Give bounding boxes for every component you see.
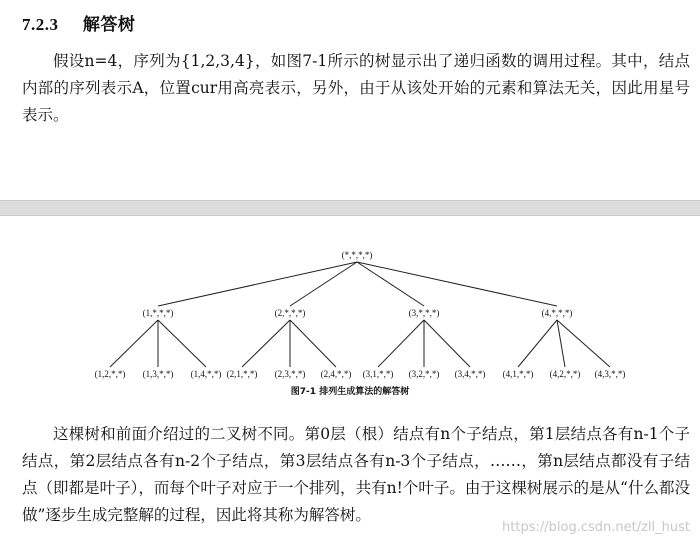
tree-edge [158,262,357,306]
tree-node-leaf: (1,2,*,*) [94,369,126,379]
tree-node-level1: (1,*,*,*) [142,308,174,318]
tree-node-leaf: (3,2,*,*) [408,369,440,379]
tree-node-leaf: (2,3,*,*) [274,369,306,379]
tree-edge [357,262,557,306]
tree-edges [110,262,610,367]
tree-edge [158,320,206,367]
tree-edge [557,320,565,367]
tree-edge [290,320,336,367]
solution-tree-diagram [0,236,700,406]
explanation-paragraph: 这棵树和前面介绍过的二叉树不同。第0层（根）结点有n个子结点，第1层结点各有n-1个子结点，第2层结点各有n-2个子结点，第3层结点各有n-3个子结点，……，第n层结点都没有子结点（即都是叶子），而每个叶子对应于一个排列，共有n!个叶子。由于这棵树展示的是从“什么都没做”逐步生成完整解的过程，因此将其称为解答树。 [22,425,690,524]
tree-node-leaf: (4,1,*,*) [502,369,534,379]
tree-labels [95,250,626,379]
tree-edge [110,320,158,367]
watermark: https://blog.csdn.net/zll_hust [502,520,690,535]
tree-edge [518,320,557,367]
section-number: 7.2.3 [22,15,59,34]
tree-node-leaf: (1,4,*,*) [190,369,222,379]
tree-node-leaf: (3,1,*,*) [362,369,394,379]
tree-edge [557,320,610,367]
tree-node-leaf: (2,4,*,*) [320,369,352,379]
tree-node-leaf: (4,3,*,*) [594,369,626,379]
tree-edge [424,320,470,367]
tree-node-leaf: (4,2,*,*) [549,369,581,379]
figure-caption: 图7-1 排列生成算法的解答树 [290,387,410,397]
tree-edge [242,320,290,367]
tree-edge [378,320,424,367]
section-title-text: 解答树 [82,15,136,35]
tree-node-leaf: (3,4,*,*) [454,369,486,379]
tree-node-level1: (3,*,*,*) [408,308,440,318]
tree-node-level1: (4,*,*,*) [541,308,573,318]
figure-7-1 [0,236,700,406]
tree-node-root: (*,*,*,*) [341,250,373,260]
tree-node-leaf: (2,1,*,*) [226,369,258,379]
tree-edge [290,262,357,306]
tree-node-level1: (2,*,*,*) [274,308,306,318]
page-break-divider [0,200,700,216]
tree-node-leaf: (1,3,*,*) [142,369,174,379]
section-heading [22,10,135,35]
intro-paragraph: 假设n=4，序列为{1,2,3,4}，如图7-1所示的树显示出了递归函数的调用过程。其中，结点内部的序列表示A，位置cur用高亮表示，另外，由于从该处开始的元素和算法无关，因此用星号表示。 [22,52,690,124]
tree-edge [357,262,424,306]
